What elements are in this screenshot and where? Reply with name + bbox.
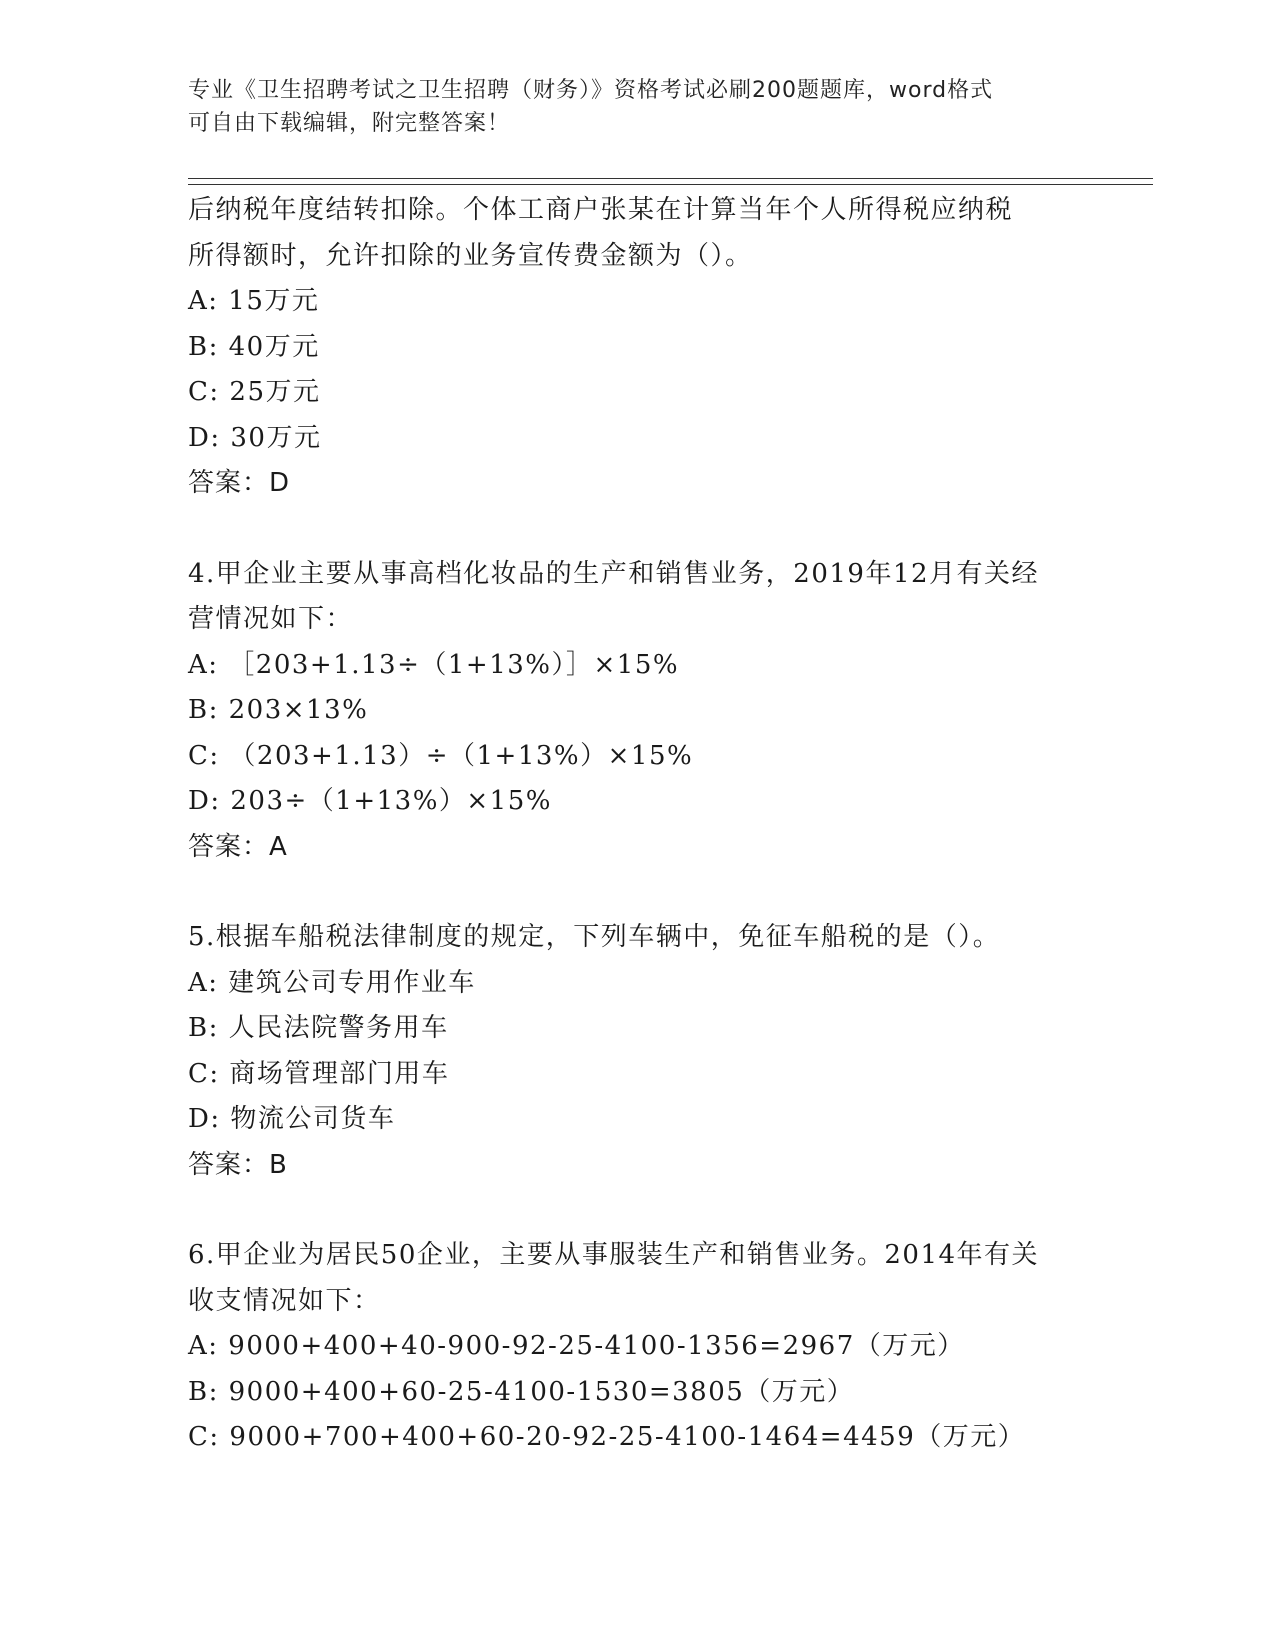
- question-text-line: 营情况如下：: [188, 604, 354, 634]
- option-b: B: 人民法院警务用车: [188, 1013, 449, 1043]
- question-4: [188, 552, 1108, 871]
- option-d: D: 物流公司货车: [188, 1104, 396, 1134]
- question-content: [188, 188, 1108, 1461]
- question-text-line: 所得额时，允许扣除的业务宣传费金额为（）。: [188, 240, 753, 271]
- question-6: [188, 1233, 1108, 1461]
- option-b: B: 40万元: [188, 331, 320, 362]
- question-text-line: 6.甲企业为居民50企业，主要从事服装生产和销售业务。2014年有关: [188, 1240, 1040, 1270]
- option-a: A: ［203+1.13÷（1+13%）］×15%: [188, 649, 680, 680]
- page-header: [188, 74, 1088, 140]
- question-text-line: 5.根据车船税法律制度的规定，下列车辆中，免征车船税的是（）。: [188, 922, 1001, 952]
- question-5: [188, 915, 1108, 1188]
- option-b: B: 9000+400+60-25-4100-1530=3805（万元）: [188, 1376, 855, 1407]
- option-d: D: 203÷（1+13%）×15%: [188, 786, 552, 816]
- option-a: A: 建筑公司专用作业车: [188, 967, 476, 998]
- option-a: A: 9000+400+40-900-92-25-4100-1356=2967（万元）: [188, 1331, 965, 1361]
- option-c: C: （203+1.13）÷（1+13%）×15%: [188, 740, 694, 771]
- question-text-line: 收支情况如下：: [188, 1285, 381, 1316]
- option-b: B: 203×13%: [188, 695, 369, 725]
- spacer: [188, 1188, 1108, 1233]
- answer-line: 答案：D: [188, 468, 291, 498]
- header-title-line-1: 专业《卫生招聘考试之卫生招聘（财务）》资格考试必刷200题题库，word格式: [188, 78, 994, 103]
- question-text-line: 后纳税年度结转扣除。个体工商户张某在计算当年个人所得税应纳税: [188, 195, 1014, 225]
- option-d: D: 30万元: [188, 422, 322, 453]
- question-text-line: 4.甲企业主要从事高档化妆品的生产和销售业务，2019年12月有关经: [188, 558, 1040, 589]
- spacer: [188, 507, 1108, 552]
- option-a: A: 15万元: [188, 286, 320, 316]
- option-c: C: 9000+700+400+60-20-92-25-4100-1464=4459（万元）: [188, 1422, 1026, 1452]
- question-3-continuation: [188, 188, 1108, 507]
- option-c: C: 25万元: [188, 377, 321, 407]
- header-title-line-2: 可自由下载编辑，附完整答案！: [188, 111, 511, 136]
- answer-line: 答案：B: [188, 1149, 288, 1180]
- answer-line: 答案：A: [188, 831, 288, 862]
- option-c: C: 商场管理部门用车: [188, 1058, 450, 1089]
- spacer: [188, 870, 1108, 915]
- header-double-rule: [188, 178, 1153, 185]
